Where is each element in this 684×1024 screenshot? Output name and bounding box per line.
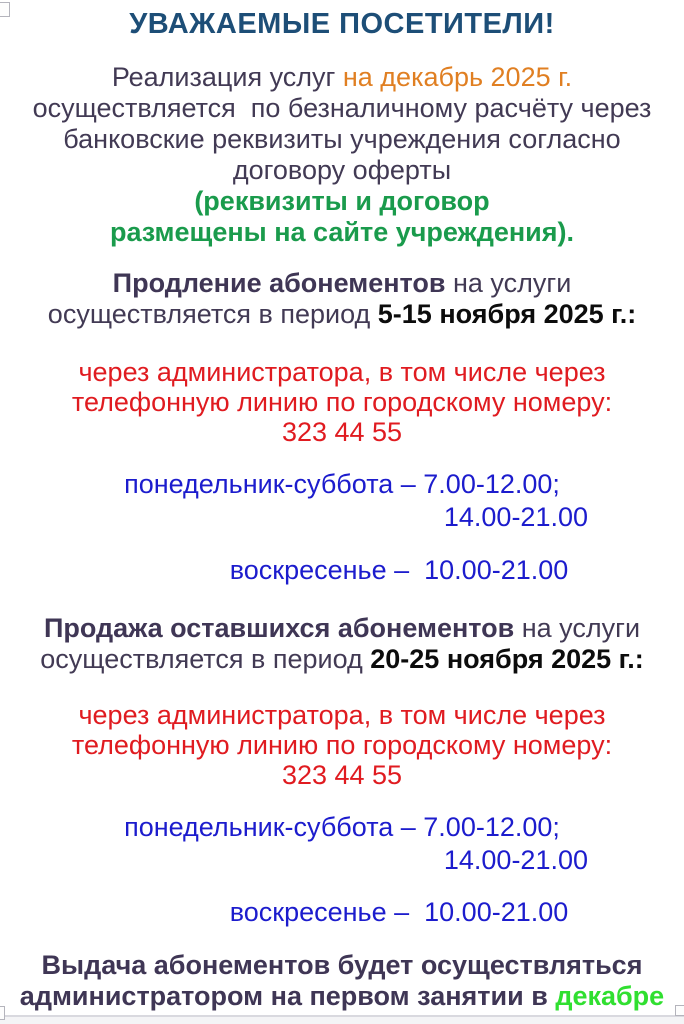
below-divider-area <box>0 1017 684 1024</box>
renewal-schedule-sunday <box>114 555 684 586</box>
renewal-heading-line-1 <box>0 268 684 299</box>
sale-section-heading <box>0 613 684 675</box>
sale-schedule-weekdays <box>0 811 684 877</box>
requisites-note-line-1: (реквизиты и договор <box>194 186 490 216</box>
intro-line-1 <box>0 62 684 93</box>
phone-number: 323 44 55 <box>281 760 403 790</box>
sunday-hours: воскресенье – 10.00-21.00 <box>229 555 569 585</box>
intro-line-4: договору оферты <box>232 155 452 185</box>
crop-handle-top-left <box>0 2 10 17</box>
issuance-note <box>0 950 684 1012</box>
renewal-heading-regular: на услуги <box>445 268 572 298</box>
sale-heading-bold: Продажа оставшихся абонементов <box>43 613 515 643</box>
intro-line-3: банковские реквизиты учреждения согласно <box>63 124 621 154</box>
renewal-contact-block <box>0 357 684 447</box>
sale-schedule-sunday <box>114 897 684 928</box>
renewal-heading-bold: Продление абонементов <box>112 268 446 298</box>
renewal-period-regular: осуществляется в период <box>47 299 378 329</box>
intro-line-2: осуществляется по безналичному расчёту через <box>32 93 652 123</box>
sale-heading-regular: на услуги <box>514 613 641 643</box>
page-title: УВАЖАЕМЫЕ ПОСЕТИТЕЛИ! <box>129 8 555 40</box>
requisites-note-line-2: размещены на сайте учреждения). <box>109 217 575 247</box>
weekdays-hours-line-2: 14.00-21.00 <box>443 502 588 532</box>
contact-line-2: телефонную линию по городскому номеру: <box>71 730 613 760</box>
issuance-note-line-2 <box>0 981 684 1012</box>
december-highlight: декабре <box>555 981 665 1011</box>
crop-handle-bottom-right <box>675 1005 684 1016</box>
weekdays-hours-line-1: понедельник-суббота – 7.00-12.00; <box>124 469 560 499</box>
contact-line-1: через администратора, в том числе через <box>78 700 606 730</box>
issuance-note-line-2-text: администратором на первом занятии в <box>19 981 556 1011</box>
intro-line-1-text: Реализация услуг <box>111 62 343 92</box>
sale-heading-line-1 <box>0 613 684 644</box>
sale-period-regular: осуществляется в период <box>40 644 371 674</box>
weekdays-hours-line-1: понедельник-суббота – 7.00-12.00; <box>124 812 560 842</box>
phone-number: 323 44 55 <box>281 417 403 447</box>
sunday-hours: воскресенье – 10.00-21.00 <box>229 897 569 927</box>
intro-date-highlight: на декабрь 2025 г. <box>342 62 573 92</box>
intro-paragraph <box>0 62 684 248</box>
renewal-section-heading <box>0 268 684 330</box>
contact-line-1: через администратора, в том числе через <box>78 357 606 387</box>
issuance-note-line-1: Выдача абонементов будет осуществляться <box>41 950 643 980</box>
sale-period-dates: 20-25 ноября 2025 г.: <box>370 644 644 674</box>
crop-handle-bottom-left <box>0 1006 5 1020</box>
contact-line-2: телефонную линию по городскому номеру: <box>71 387 613 417</box>
renewal-heading-line-2 <box>0 299 684 330</box>
renewal-schedule-weekdays <box>0 468 684 534</box>
weekdays-hours-line-2: 14.00-21.00 <box>443 845 588 875</box>
sale-heading-line-2 <box>0 644 684 675</box>
sale-contact-block <box>0 700 684 790</box>
renewal-period-dates: 5-15 ноября 2025 г.: <box>377 299 637 329</box>
